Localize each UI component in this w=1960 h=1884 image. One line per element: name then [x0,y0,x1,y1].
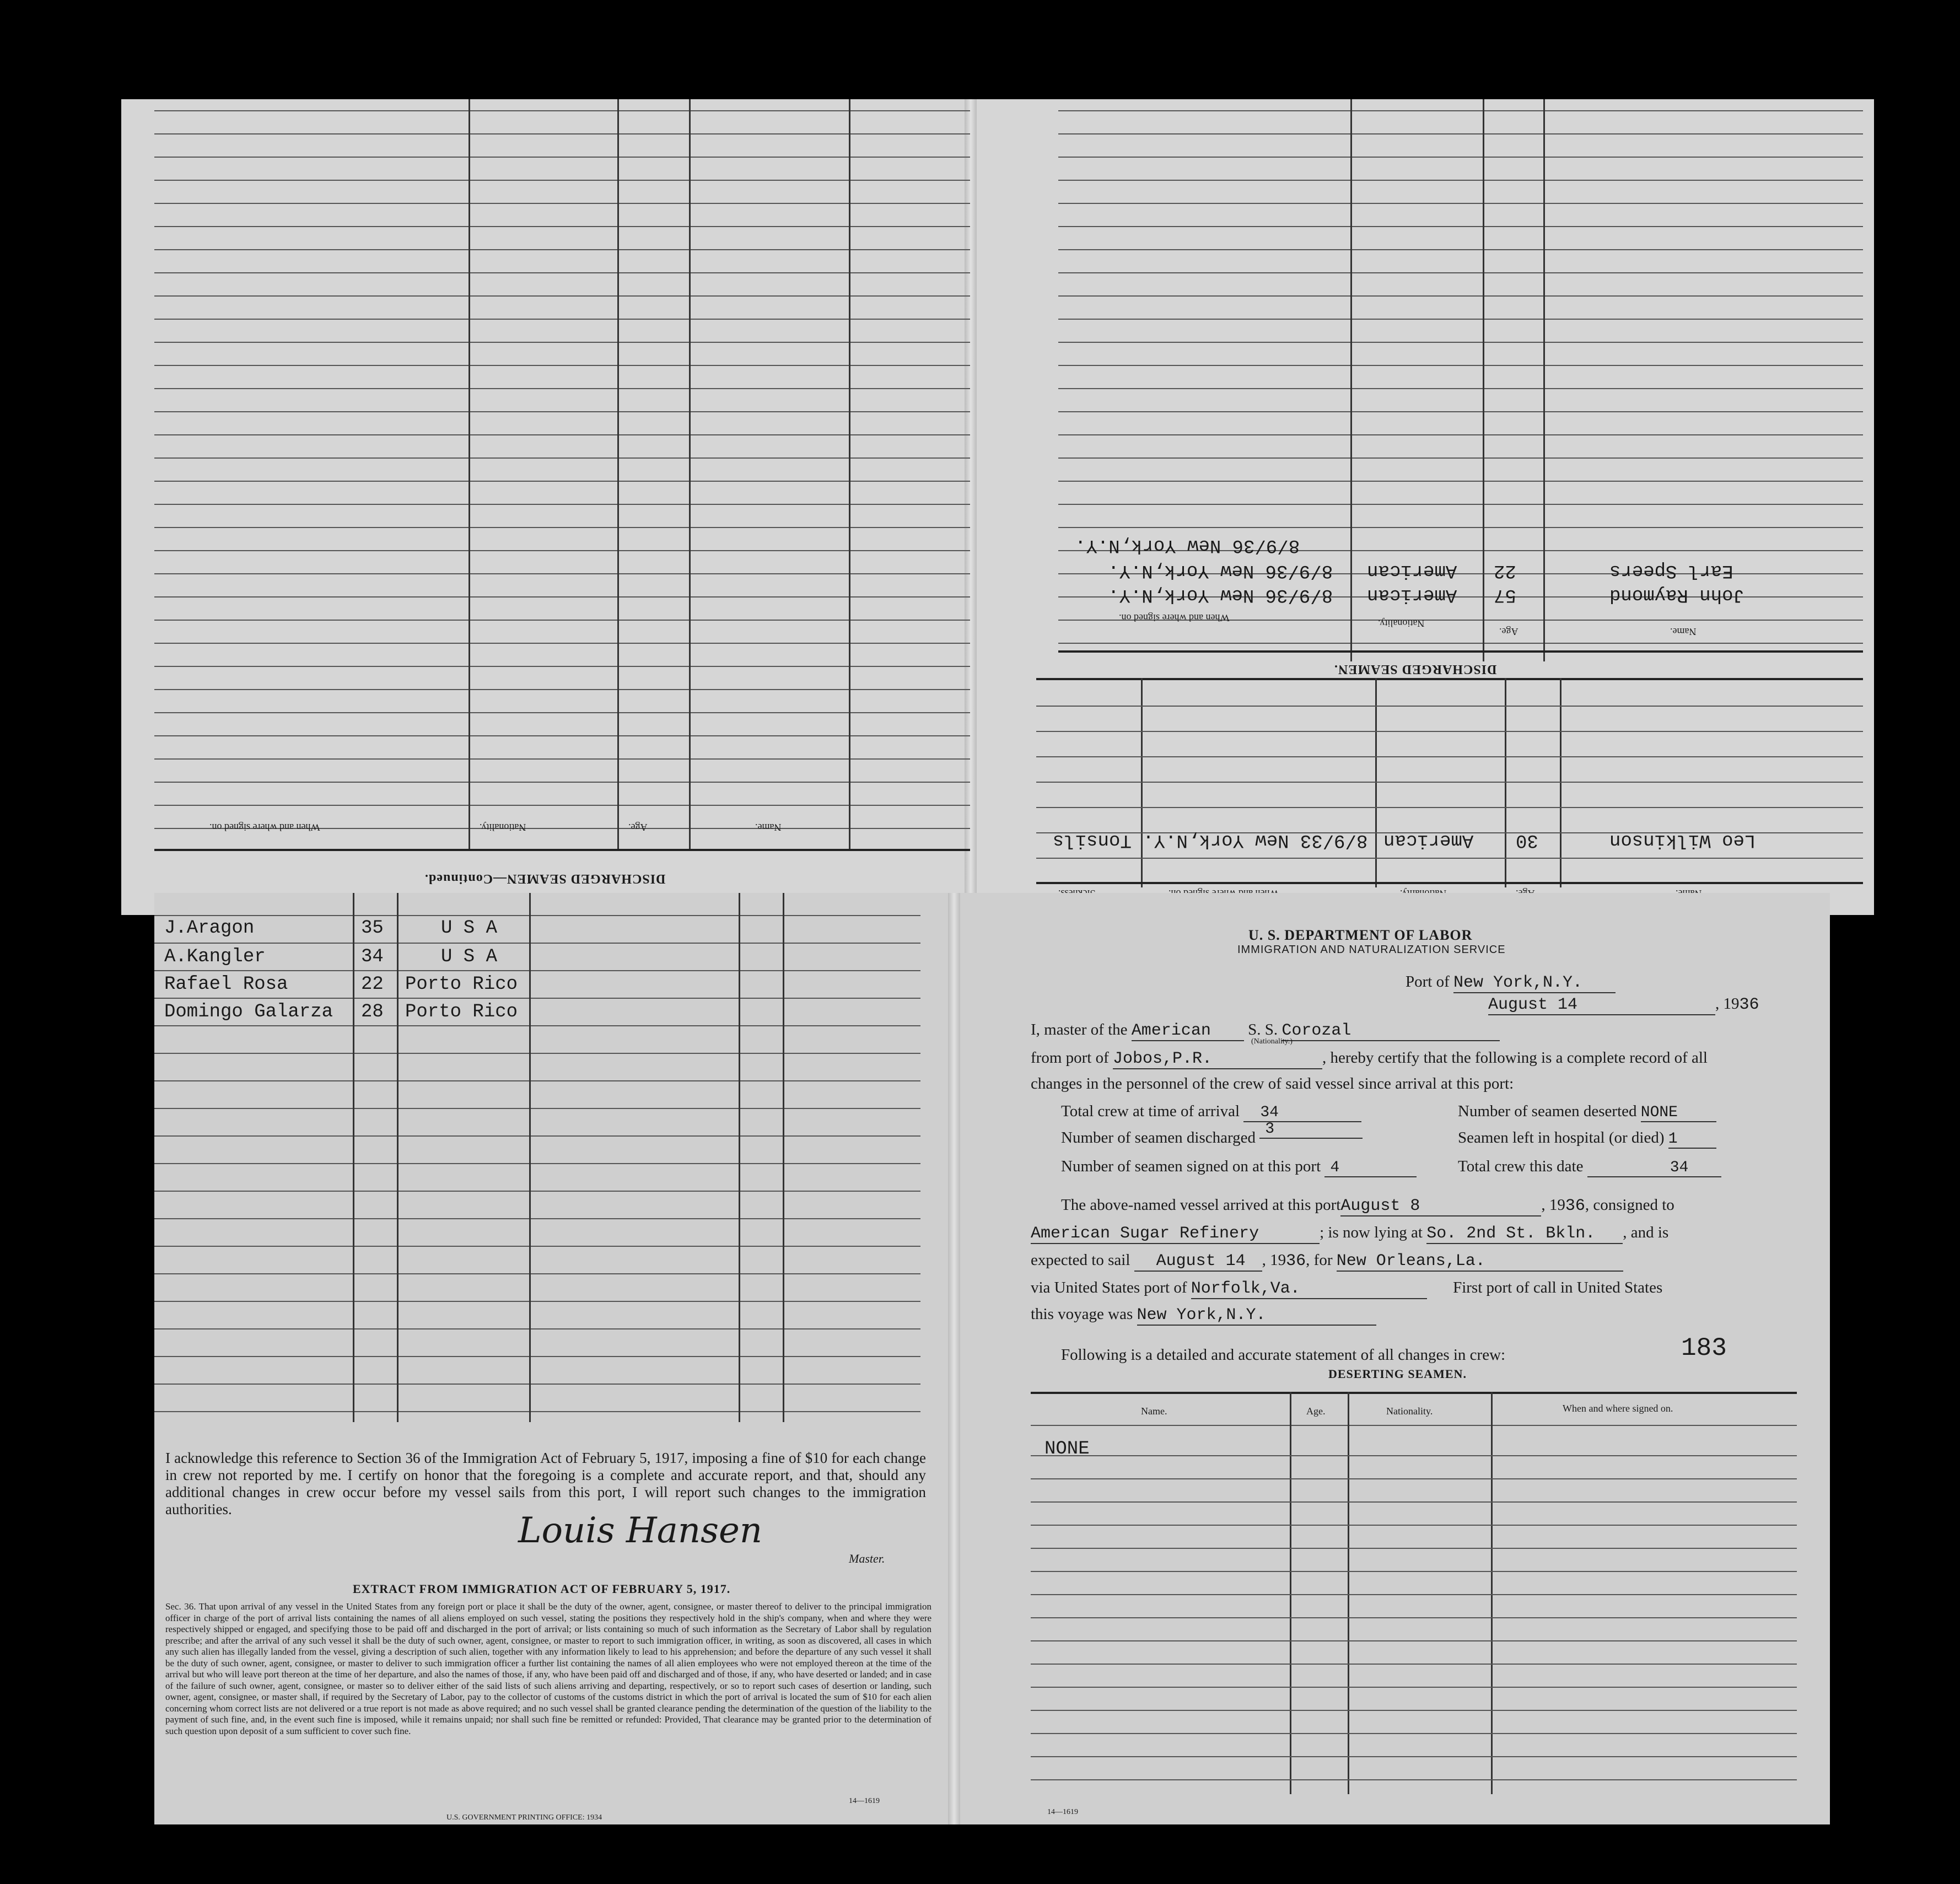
ruled-line [154,1328,920,1329]
ruled-line [154,712,970,713]
ruled-line [154,1108,920,1109]
left-top-column-rule [849,99,850,849]
left-top-column-rule [617,99,619,849]
acknowledgement-text: I acknowledge this reference to Section 36 of the Immigration Act of February 5, 1917, imposing a fine of $10 for each change in crew not reported by me. I certify on honor that the foregoing is a complete and accurate report, and that, should any additional changes in crew occur before my vessel sails from this port, I will report such changes to the immigration authorities. [165,1450,926,1517]
right-top-column-rule [1483,99,1484,661]
hospital-column-rule [1141,678,1143,887]
ruled-line [154,388,970,389]
hospital-column-rule [1560,678,1561,887]
ruled-line [1058,527,1863,528]
ruled-line [1058,481,1863,482]
from-port-line [1031,1049,1708,1069]
stat-value: 34 [1243,1104,1361,1122]
ruled-line [154,758,970,760]
ruled-line [154,1053,920,1054]
nationality-caption: (Nationality.) [1251,1037,1293,1046]
crew-row-nationality: Porto Rico [405,974,518,995]
destination-value: New Orleans,La. [1337,1252,1623,1272]
ruled-line [154,434,970,435]
left-top-column-rule [689,99,691,849]
hospital-column-rule [1505,678,1506,887]
ruled-line [1058,249,1863,250]
port-value: New York,N.Y. [1453,973,1616,993]
port-line [1406,973,1616,993]
right-top-column-rule [1543,99,1545,661]
crew-row-name: J.Aragon [164,918,255,939]
hospital-top-rule [1036,678,1863,680]
left-table-column-rule [397,893,399,1422]
ruled-line [1031,1733,1797,1734]
ruled-line [154,133,970,134]
ruled-line [154,596,970,598]
crew-row-nationality: U S A [441,946,498,967]
ruled-line [154,998,920,999]
ruled-line [1058,110,1863,111]
year-prefix: , 19 [1715,995,1740,1013]
discharged-age: 22 [1494,560,1516,581]
ruled-line [1036,858,1863,859]
ruled-line [1058,457,1863,459]
ruled-line [1031,1525,1797,1526]
crew-row-nationality: Porto Rico [405,1002,518,1022]
ruled-line [1031,1664,1797,1665]
ruled-line [154,1135,920,1137]
ruled-line [154,805,970,806]
ruled-line [1031,1710,1797,1711]
ruled-line [154,1218,920,1219]
ruled-line [154,1163,920,1164]
ruled-line [1031,1501,1797,1503]
ruled-line [1031,1756,1797,1757]
ruled-line [1031,1687,1797,1688]
ruled-line [1036,782,1863,783]
ruled-line [1031,1478,1797,1479]
stat-value: 3 [1259,1121,1363,1139]
ruled-line [154,272,970,273]
discharged-age: 57 [1494,584,1516,605]
ruled-line [154,735,970,736]
voyage-line: this voyage was New York,N.Y. [1031,1305,1376,1326]
ruled-line [154,1411,920,1412]
discharged-signed: 8/9/36 New York,N.Y. [1108,560,1333,581]
ruled-line [1058,295,1863,297]
lower-sheet [154,893,1830,1824]
ruled-line [154,527,970,528]
expected-value: August 14 [1134,1252,1262,1272]
discharged-signed: 8/9/36 New York,N.Y. [1075,535,1300,556]
stat-signed-on: Number of seamen signed on at this port 4 [1061,1158,1417,1177]
ruled-line [154,620,970,621]
deserting-header-rule [1031,1425,1797,1426]
hospital-header-rule [1036,882,1863,884]
arrived-line: The above-named vessel arrived at this portAugust 8 , 1936, consigned to [1061,1196,1674,1215]
crew-row-name: A.Kangler [164,946,266,967]
date-line [1488,995,1759,1015]
ruled-line [154,1301,920,1302]
discharged-nationality: American [1367,584,1457,605]
crew-row-name: Rafael Rosa [164,974,288,995]
ruled-line [154,481,970,482]
ruled-line [154,1384,920,1385]
left-top-header-rule [154,849,970,851]
ruled-line [154,1025,920,1026]
from-port-label: from port of [1031,1049,1109,1067]
ship-name: Corozal [1281,1021,1500,1041]
left-top-column-rule [469,99,470,849]
crew-row-age: 22 [361,974,384,995]
form-number: 14—1619 [849,1797,880,1805]
hospital-age: 30 [1516,830,1538,851]
ruled-line [1031,1640,1797,1641]
voyage-value: New York,N.Y. [1137,1306,1376,1326]
left-top-section-header: DISCHARGED SEAMEN—Continued. [424,871,666,886]
deserting-column-header: When and where signed on. [1563,1403,1673,1414]
ruled-line [1036,756,1863,757]
stat-value: 1 [1668,1131,1716,1149]
discharged-signed: 8/9/36 New York,N.Y. [1108,584,1333,605]
changes-text: changes in the personnel of the crew of said vessel since arrival at this port: [1031,1075,1514,1092]
certify-text: , hereby certify that the following is a complete record of all [1322,1049,1708,1067]
ruled-line [154,782,970,783]
ruled-line [1031,1571,1797,1572]
service-header: IMMIGRATION AND NATURALIZATION SERVICE [1237,944,1506,956]
center-fold [965,99,977,915]
ruled-line [154,550,970,551]
left-table-column-rule [529,893,531,1422]
ruled-line [1031,1455,1797,1456]
lying-line: American Sugar Refinery ; is now lying at So. 2nd St. Bkln. , and is [1031,1224,1669,1243]
left-top-column-header: When and where signed on. [209,822,320,833]
ruled-line [154,1273,920,1274]
ruled-line [1058,133,1863,134]
ss-label: S. S. [1248,1021,1278,1038]
ruled-line [1058,434,1863,435]
ruled-line [154,666,970,667]
right-top-column-rule [1350,99,1352,661]
master-label: Master. [849,1552,885,1565]
deserting-top-rule [1031,1392,1797,1394]
ruled-line [1058,319,1863,320]
ruled-line [154,1246,920,1247]
ruled-line [154,915,920,916]
ruled-line [1058,643,1863,644]
master-signature: Louis Hansen [518,1510,763,1551]
crew-row-age: 34 [361,946,384,967]
ruled-line [154,203,970,204]
left-top-column-header: Nationality. [480,822,526,833]
deserting-value: NONE [1044,1439,1090,1460]
ruled-line [154,411,970,412]
port-label: Port of [1406,973,1450,991]
stat-discharged: Number of seamen discharged 3 [1061,1129,1363,1149]
ruled-line [154,319,970,320]
ruled-line [1031,1594,1797,1595]
ruled-line [154,249,970,250]
ruled-line [1036,706,1863,707]
hospital-column-rule [1375,678,1377,887]
ruled-line [154,457,970,459]
expected-line: expected to sail August 14 , 1936, for New Orleans,La. [1031,1251,1623,1272]
ruled-line [154,573,970,574]
ruled-line [1031,1617,1797,1618]
ruled-line [1058,180,1863,181]
printer-line: U.S. GOVERNMENT PRINTING OFFICE: 1934 [446,1813,602,1822]
date-value: August 14 [1488,995,1715,1015]
deserting-column-header: Name. [1141,1406,1167,1417]
ruled-line [154,1080,920,1081]
ruled-line [154,295,970,297]
right-top-header-rule [1058,650,1863,653]
extract-text: Sec. 36. That upon arrival of any vessel in the United States from any foreign port or place it shall be the duty of the owner, agent, consignee, or master thereof to deliver to the principal immigration officer in charge of the port of arrival lists containing the names of all aliens employed on such vessel, stating the positions they respectively hold in the ship's company, when and where they were respectively shipped or engaged, and specifying those to be paid off and discharged in the port of arrival; or lists containing so much of such information as the Secretary of Labor shall by regulation prescribe; and after the arrival of any such vessel it shall be the duty of such owner, agent, consignee, or master to report to such immigration officer, in writing, as soon as discovered, all cases in which any such alien has illegally landed from the vessel, giving a description of such alien, together with any information likely to lead to his apprehension; and before the departure of any such vessel it shall be the duty of such owner, agent, consignee, or master to deliver to such immigration officer a further list containing the names of all alien employees who were not employed thereon at the time of the arrival but who will leave port thereon at the time of her departure, and also the names of those, if any, who have been paid off and discharged and of those, if any, who have deserted or landed; and in case of the failure of such owner, agent, consignee, or master so to deliver either of the said lists of such aliens arriving and departing, respectively, or so to report such cases of desertion or landing, such owner, agent, consignee, or master shall, if required by the Secretary of Labor, pay to the collector of customs of the customs district in which the port of arrival is located the sum of $10 for each alien concerning whom correct lists are not delivered or a true report is not made as above required; and no such vessel shall be granted clearance pending the determination of the question of the liability to the payment of such fine, and, in the event such fine is imposed, while it remains unpaid; nor shall such fine be remitted or refunded: Provided, That clearance may be granted prior to the determination of such question upon deposit of a sum sufficient to cover such fine. [165,1601,931,1736]
ruled-line [1058,157,1863,158]
upper-sheet [121,99,1874,915]
ruled-line [1058,365,1863,366]
discharged-column-header: Name. [1670,626,1697,637]
left-table-column-rule [783,893,784,1422]
discharged-column-header: When and where signed on. [1119,612,1230,623]
nationality-value: American [1132,1021,1244,1041]
deserting-column-header: Age. [1306,1406,1326,1417]
center-fold [948,893,960,1824]
ruled-line [154,180,970,181]
via-value: Norfolk,Va. [1191,1279,1427,1299]
lying-value: So. 2nd St. Bkln. [1426,1224,1623,1244]
master-of-label: I, master of the [1031,1021,1128,1038]
department-header: U. S. DEPARTMENT OF LABOR [1248,927,1473,943]
stat-deserted: Number of seamen deserted NONE [1458,1102,1716,1122]
ruled-line [154,110,970,111]
from-port-value: Jobos,P.R. [1113,1049,1322,1069]
discharged-name: Earl Speers [1609,560,1733,581]
ruled-line [154,226,970,227]
hospital-signed-sickness: 8/9/33 New York,N.Y. Tonsils [1053,830,1368,851]
left-table-column-rule [739,893,740,1422]
crew-row-nationality: U S A [441,918,498,939]
discharged-name: John Raymond [1609,584,1744,605]
discharged-column-header: Nationality. [1378,618,1425,629]
stat-value: 34 [1587,1159,1722,1177]
ruled-line [1058,203,1863,204]
left-table-column-rule [353,893,354,1422]
ruled-line [154,504,970,505]
ruled-line [1058,504,1863,505]
ruled-line [154,157,970,158]
via-line: via United States port of Norfolk,Va. First port of call in United States [1031,1279,1663,1298]
ruled-line [1058,388,1863,389]
ruled-line [154,689,970,690]
discharged-section-header: DISCHARGED SEAMEN. [1334,662,1497,676]
ruled-line [1058,226,1863,227]
ruled-line [1036,731,1863,732]
hospital-name: Leo Wilkinson [1609,830,1756,851]
ruled-line [1031,1779,1797,1780]
page-number: 183 [1681,1334,1727,1363]
discharged-column-header: Age. [1499,626,1519,637]
ruled-line [154,1356,920,1357]
stat-total-arrival: Total crew at time of arrival 34 [1061,1102,1361,1122]
ruled-line [154,365,970,366]
ruled-line [1036,807,1863,808]
extract-title: EXTRACT FROM IMMIGRATION ACT OF FEBRUARY 5, 1917. [353,1582,731,1596]
deserting-header: DESERTING SEAMEN. [1328,1367,1467,1381]
ruled-line [1058,272,1863,273]
stat-hospital: Seamen left in hospital (or died) 1 [1458,1129,1716,1149]
ruled-line [1058,342,1863,343]
form-number: 14—1619 [1047,1808,1078,1816]
ruled-line [154,1191,920,1192]
left-top-column-header: Name. [755,822,782,833]
consignee-value: American Sugar Refinery [1031,1224,1320,1244]
left-top-column-header: Age. [628,822,648,833]
hospital-nationality: American [1383,830,1474,851]
stat-value: NONE [1641,1104,1716,1122]
stat-total-date: Total crew this date 34 [1458,1158,1721,1177]
crew-row-name: Domingo Galarza [164,1002,333,1022]
ruled-line [154,643,970,644]
arrived-value: August 8 [1340,1197,1541,1216]
ruled-line [1031,1548,1797,1549]
stat-value: 4 [1324,1159,1417,1177]
discharged-nationality: American [1367,560,1457,581]
ruled-line [154,970,920,971]
deserting-column-header: Nationality. [1386,1406,1433,1417]
following-text: Following is a detailed and accurate statement of all changes in crew: [1061,1346,1506,1364]
year-value: 36 [1739,995,1759,1014]
ruled-line [154,943,920,944]
ruled-line [1058,411,1863,412]
crew-row-age: 35 [361,918,384,939]
crew-row-age: 28 [361,1002,384,1022]
ruled-line [154,342,970,343]
